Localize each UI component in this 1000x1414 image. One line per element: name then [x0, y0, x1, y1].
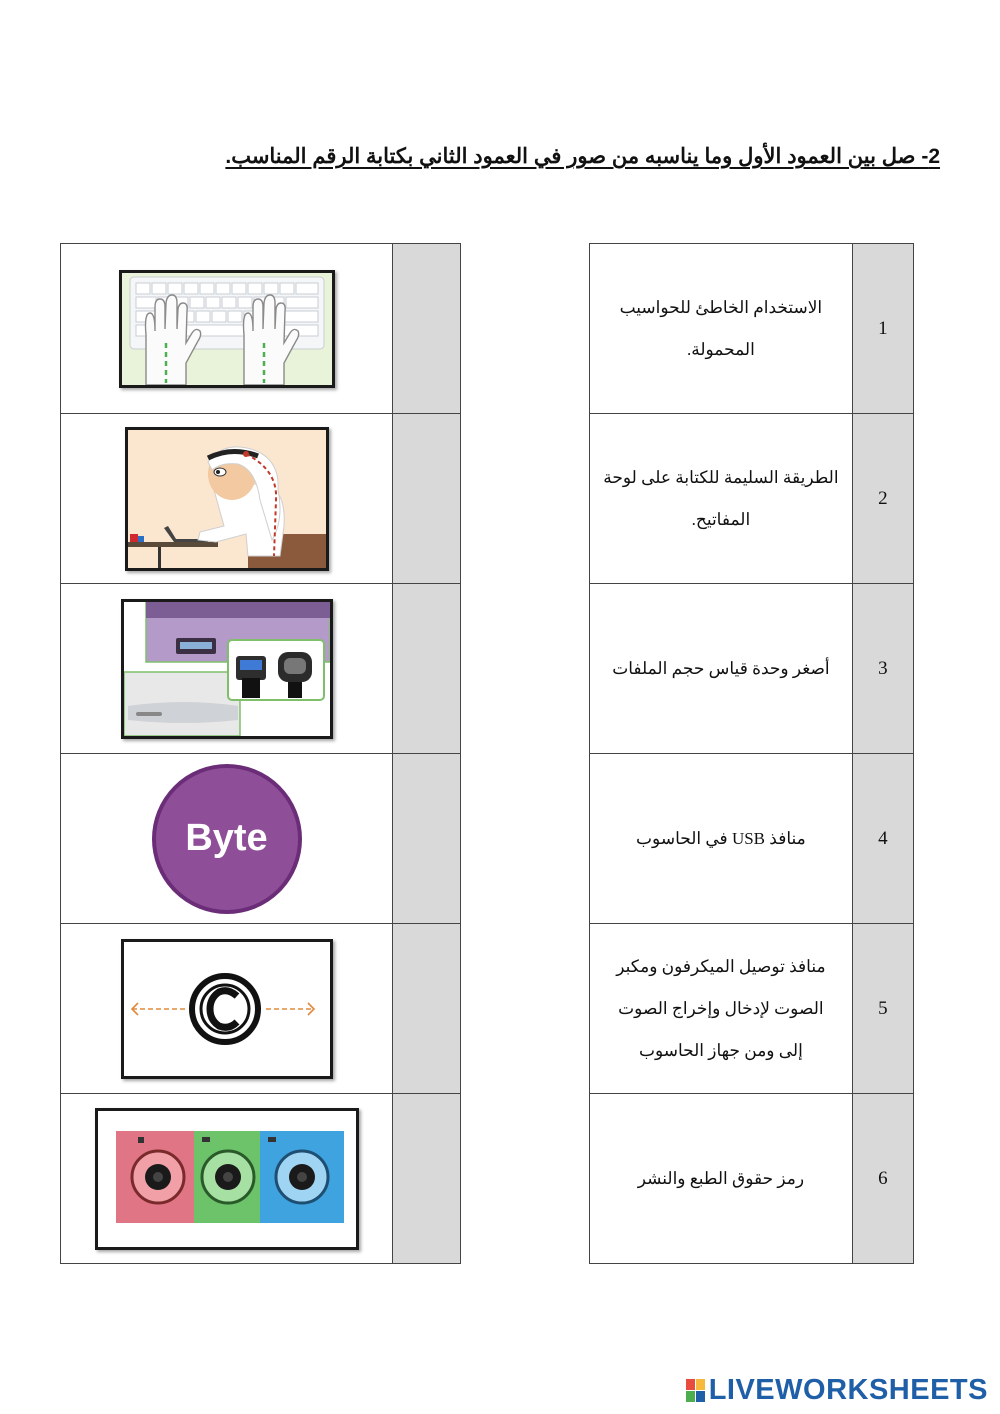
item-row	[590, 584, 914, 754]
audio-jacks-image	[95, 1108, 359, 1250]
item-number: 4	[852, 754, 913, 924]
usb-ports-image	[121, 599, 333, 739]
posture-image	[125, 427, 329, 571]
item-number: 5	[852, 924, 913, 1094]
item-text: رمز حقوق الطبع والنشر	[590, 1094, 853, 1264]
logo-text: LIVEWORKSHEETS	[708, 1374, 988, 1406]
answer-box[interactable]	[393, 584, 461, 754]
answer-box[interactable]	[393, 924, 461, 1094]
item-row	[590, 924, 914, 1094]
item-number: 6	[852, 1094, 913, 1264]
item-row	[590, 1094, 914, 1264]
item-text: منافذ توصيل الميكرفون ومكبر الصوت لإدخال وإخراج الصوت إلى ومن جهاز الحاسوب	[590, 924, 853, 1094]
descriptions-column-table	[589, 243, 914, 1264]
item-number: 3	[852, 584, 913, 754]
image-row	[61, 244, 461, 414]
item-text: الاستخدام الخاطئ للحواسيب المحمولة.	[590, 244, 853, 414]
item-row	[590, 244, 914, 414]
answer-box[interactable]	[393, 1094, 461, 1264]
image-row	[61, 1094, 461, 1264]
copyright-image	[121, 939, 333, 1079]
image-row	[61, 754, 461, 924]
image-row	[61, 414, 461, 584]
image-row	[61, 584, 461, 754]
byte-image	[152, 764, 302, 914]
images-column-table	[60, 243, 461, 1264]
image-row	[61, 924, 461, 1094]
byte-label: Byte	[185, 817, 268, 859]
item-row	[590, 414, 914, 584]
answer-box[interactable]	[393, 754, 461, 924]
answer-box[interactable]	[393, 414, 461, 584]
answer-box[interactable]	[393, 244, 461, 414]
logo-icon	[686, 1379, 705, 1402]
item-text: أصغر وحدة قياس حجم الملفات	[590, 584, 853, 754]
item-text: منافذ USB في الحاسوب	[590, 754, 853, 924]
liveworksheets-logo	[686, 1374, 988, 1407]
item-number: 1	[852, 244, 913, 414]
keyboard-hands-image	[119, 270, 335, 388]
item-row	[590, 754, 914, 924]
item-number: 2	[852, 414, 913, 584]
exercise-title: 2- صل بين العمود الأول وما يناسبه من صور في العمود الثاني بكتابة الرقم المناسب.	[225, 145, 940, 168]
item-text: الطريقة السليمة للكتابة على لوحة المفاتيح.	[590, 414, 853, 584]
